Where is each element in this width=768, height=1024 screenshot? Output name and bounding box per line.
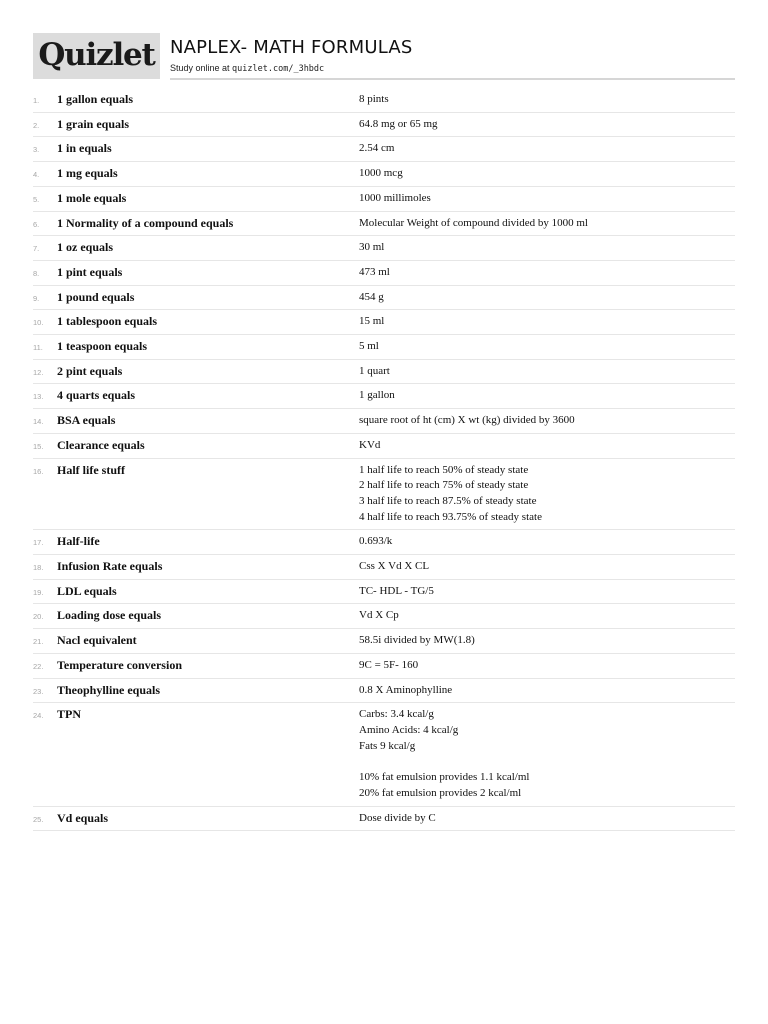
definition-text: 0.693/k xyxy=(359,535,393,548)
term-text: BSA equals xyxy=(57,413,116,428)
definition-text: 2.54 cm xyxy=(359,142,395,155)
term-row xyxy=(33,530,735,555)
definition-text: KVd xyxy=(359,438,381,451)
term-text: Temperature conversion xyxy=(57,657,182,672)
page-title: NAPLEX- MATH FORMULAS xyxy=(170,37,413,58)
definition-text: 5 ml xyxy=(359,340,379,353)
row-number: 9. xyxy=(33,293,40,303)
term-text: 2 pint equals xyxy=(57,363,123,378)
term-text: 1 tablespoon equals xyxy=(57,314,158,329)
term-text: Infusion Rate equals xyxy=(57,559,163,574)
row-number: 5. xyxy=(33,194,40,204)
row-number: 11. xyxy=(33,343,43,353)
term-text: Nacl equivalent xyxy=(57,633,137,648)
subtitle-prefix: Study online at xyxy=(170,63,233,73)
term-text: 1 gallon equals xyxy=(57,92,134,106)
definition-text: 1 quart xyxy=(359,364,390,377)
row-number: 23. xyxy=(33,686,44,696)
row-number: 10. xyxy=(33,318,44,328)
page-header xyxy=(33,33,735,79)
term-row xyxy=(33,679,735,704)
term-row xyxy=(33,236,735,261)
row-number: 20. xyxy=(33,612,44,622)
term-row xyxy=(33,555,735,580)
term-text: 1 teaspoon equals xyxy=(57,339,148,354)
row-number: 19. xyxy=(33,587,44,597)
definition-text: Css X Vd X CL xyxy=(359,560,430,573)
term-row xyxy=(33,654,735,679)
term-row xyxy=(33,384,735,409)
term-row xyxy=(33,434,735,459)
term-row xyxy=(33,88,735,113)
row-number: 21. xyxy=(33,637,44,647)
term-row xyxy=(33,286,735,311)
row-number: 4. xyxy=(33,170,40,180)
term-row xyxy=(33,629,735,654)
term-row xyxy=(33,807,735,832)
definition-text: 1000 mcg xyxy=(359,167,403,180)
definition-text: 454 g xyxy=(359,290,384,303)
row-number: 3. xyxy=(33,145,40,155)
term-text: Theophylline equals xyxy=(57,682,161,697)
term-text: 1 mole equals xyxy=(57,190,127,205)
term-row xyxy=(33,310,735,335)
term-text: 4 quarts equals xyxy=(57,388,136,403)
term-text: Vd equals xyxy=(57,810,109,825)
term-row xyxy=(33,335,735,360)
term-text: 1 grain equals xyxy=(57,116,130,131)
row-number: 2. xyxy=(33,120,40,130)
definition-text: Dose divide by C xyxy=(359,811,436,824)
term-list xyxy=(33,88,735,831)
term-row xyxy=(33,360,735,385)
definition-text: 1000 millimoles xyxy=(359,191,431,204)
term-text: 1 oz equals xyxy=(57,240,114,255)
definition-text: 64.8 mg or 65 mg xyxy=(359,117,438,130)
definition-text: 30 ml xyxy=(359,241,385,254)
term-row xyxy=(33,459,735,531)
term-text: 1 pint equals xyxy=(57,264,123,279)
definition-text: 9C = 5F- 160 xyxy=(359,658,419,671)
term-row xyxy=(33,187,735,212)
term-row xyxy=(33,212,735,237)
term-text: 1 pound equals xyxy=(57,289,135,304)
term-row xyxy=(33,113,735,138)
definition-text: Vd X Cp xyxy=(359,609,399,622)
definition-text: TC- HDL - TG/5 xyxy=(359,584,434,597)
definition-text: square root of ht (cm) X wt (kg) divided by 3600 xyxy=(359,414,575,427)
definition-text: 15 ml xyxy=(359,315,385,328)
term-row xyxy=(33,261,735,286)
row-number: 22. xyxy=(33,661,44,671)
term-text: Half life stuff xyxy=(57,462,125,477)
term-text: Half-life xyxy=(57,534,100,549)
term-row xyxy=(33,580,735,605)
row-number: 15. xyxy=(33,441,44,451)
row-number: 14. xyxy=(33,417,44,427)
term-row xyxy=(33,162,735,187)
term-text: Clearance equals xyxy=(57,437,145,452)
definition-text: Carbs: 3.4 kcal/g Amino Acids: 4 kcal/g Fats 9 kcal/g 10% fat emulsion provides 1.1 kcal/ml 20% fat emulsion provides 2 kcal/ml xyxy=(359,708,530,799)
definition-text: Molecular Weight of compound divided by 1000 ml xyxy=(359,216,588,229)
definition-text: 1 half life to reach 50% of steady state 2 half life to reach 75% of steady state 3 half life to reach 87.5% of steady state 4 half life to reach 93.75% of steady state xyxy=(359,463,542,523)
definition-text: 8 pints xyxy=(359,93,389,105)
term-text: Loading dose equals xyxy=(57,608,162,623)
term-text: TPN xyxy=(57,707,81,722)
term-row xyxy=(33,703,735,806)
row-number: 13. xyxy=(33,392,44,402)
title-area xyxy=(170,33,735,80)
row-number: 7. xyxy=(33,244,40,254)
row-number: 12. xyxy=(33,367,44,377)
row-number: 1. xyxy=(33,96,40,105)
logo-text: Quizlet xyxy=(38,36,155,73)
definition-text: 58.5i divided by MW(1.8) xyxy=(359,634,475,647)
definition-text: 0.8 X Aminophylline xyxy=(359,683,453,696)
page-subtitle xyxy=(170,63,324,74)
row-number: 18. xyxy=(33,563,44,573)
term-text: 1 mg equals xyxy=(57,166,118,181)
quizlet-logo[interactable] xyxy=(33,33,160,79)
row-number: 25. xyxy=(33,814,44,824)
term-row xyxy=(33,137,735,162)
definition-text: 473 ml xyxy=(359,265,390,278)
definition-text: 1 gallon xyxy=(359,389,395,402)
row-number: 17. xyxy=(33,538,44,548)
row-number: 6. xyxy=(33,219,40,229)
term-row xyxy=(33,409,735,434)
row-number: 8. xyxy=(33,268,40,278)
term-text: 1 in equals xyxy=(57,141,112,156)
term-text: LDL equals xyxy=(57,583,117,598)
row-number: 24. xyxy=(33,711,44,721)
term-text: 1 Normality of a compound equals xyxy=(57,215,234,230)
row-number: 16. xyxy=(33,466,44,476)
term-row xyxy=(33,604,735,629)
study-link[interactable]: quizlet.com/_3hbdc xyxy=(232,64,325,74)
